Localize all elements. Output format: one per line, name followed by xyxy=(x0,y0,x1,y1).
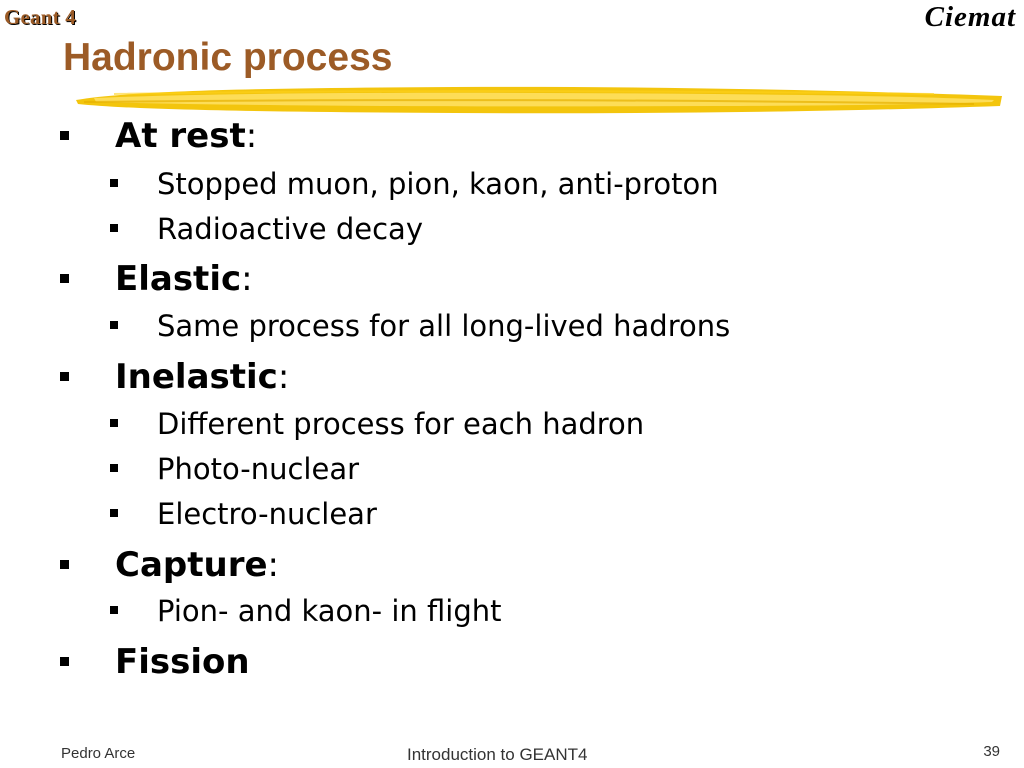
bullet-text xyxy=(115,256,253,302)
sub-bullet-text: Electro-nuclear xyxy=(157,497,377,531)
bullet-text xyxy=(115,354,289,400)
bullet-heading-suffix: : xyxy=(277,357,290,397)
bullet-heading: Inelastic xyxy=(115,357,278,397)
square-bullet-icon xyxy=(110,321,118,329)
footer-page-number: 39 xyxy=(983,743,1000,760)
square-bullet-icon xyxy=(110,224,118,232)
square-bullet-icon xyxy=(60,560,69,569)
bullet-heading-suffix: : xyxy=(241,259,253,299)
bullet-heading: Elastic xyxy=(115,259,242,299)
square-bullet-icon xyxy=(60,372,69,381)
sub-bullet-text: Pion- and kaon- in flight xyxy=(157,594,502,628)
sub-bullet-text: Photo-nuclear xyxy=(157,452,360,486)
square-bullet-icon xyxy=(110,606,118,614)
square-bullet-icon xyxy=(60,657,69,666)
square-bullet-icon xyxy=(110,179,118,187)
brand-ciemat-logo: Ciemat xyxy=(924,1,1016,33)
sub-bullet-text: Same process for all long-lived hadrons xyxy=(157,309,731,343)
footer-course-title: Introduction to GEANT4 xyxy=(407,745,588,764)
bullet-heading: At rest xyxy=(115,116,246,156)
sub-bullet-text: Stopped muon, pion, kaon, anti-proton xyxy=(157,167,719,201)
bullet-heading-suffix: : xyxy=(267,545,279,585)
square-bullet-icon xyxy=(60,274,69,283)
bullet-text xyxy=(115,113,257,159)
footer-author: Pedro Arce xyxy=(61,745,136,762)
brand-geant4-logo: Geant 4 xyxy=(4,5,76,29)
square-bullet-icon xyxy=(110,419,118,427)
slide-title: Hadronic process xyxy=(63,36,393,79)
bullet-text xyxy=(115,542,279,588)
bullet-heading: Fission xyxy=(115,642,250,682)
sub-bullet-text: Different process for each hadron xyxy=(157,407,645,441)
bullet-text xyxy=(115,639,250,685)
square-bullet-icon xyxy=(110,509,118,517)
bullet-heading-suffix: : xyxy=(245,116,258,156)
square-bullet-icon xyxy=(110,464,118,472)
square-bullet-icon xyxy=(60,131,69,140)
bullet-heading: Capture xyxy=(115,545,268,585)
sub-bullet-text: Radioactive decay xyxy=(157,212,423,246)
